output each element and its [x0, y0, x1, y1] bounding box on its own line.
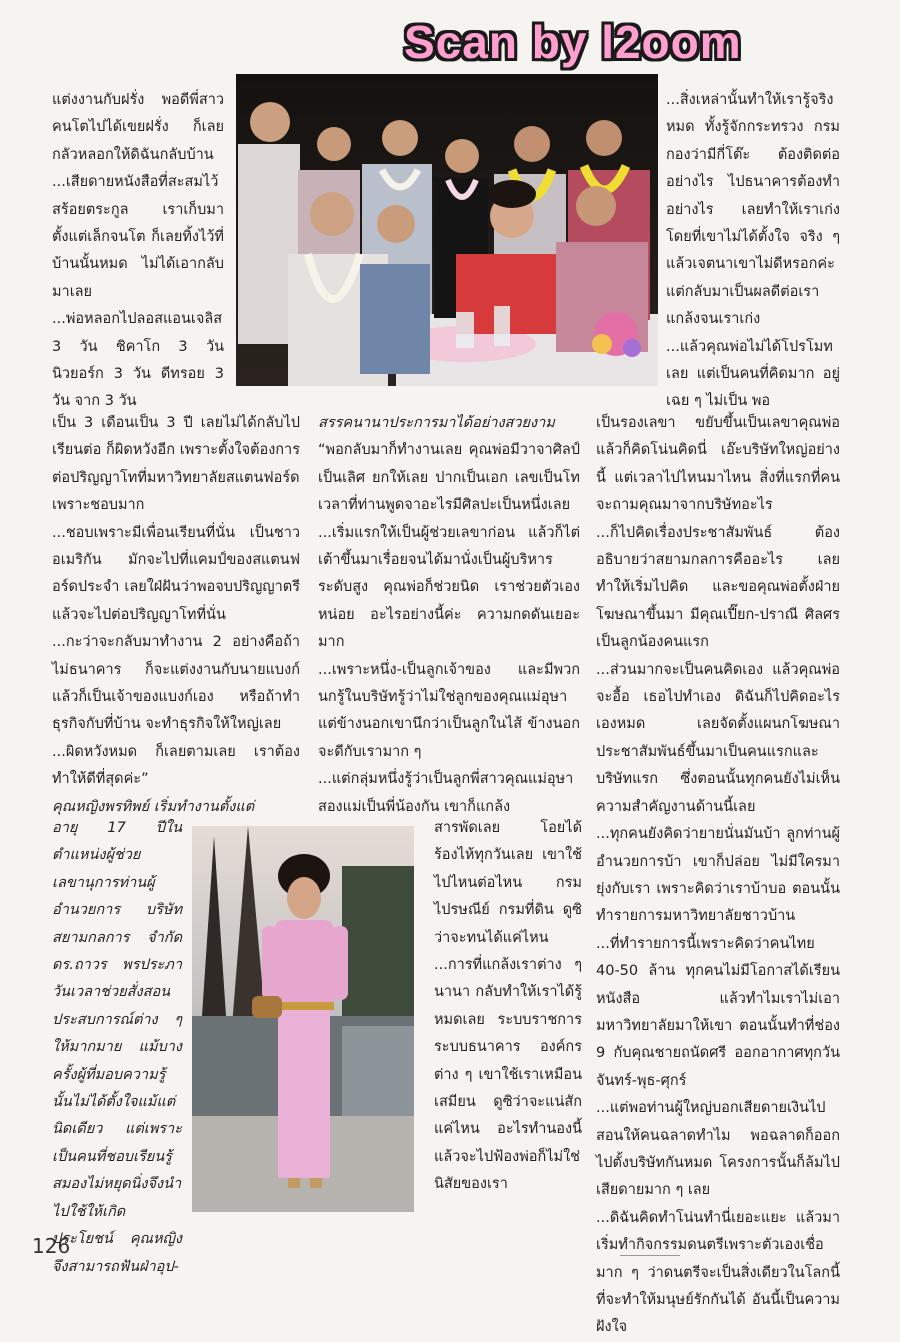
- paragraph: ...ก็ไปคิดเรื่องประชาสัมพันธ์ ต้องอธิบายว่าสยามกลการคืออะไร เลยทำให้เริ่มไปคิด และขอคุณพ่อตั้งฝ่ายโฆษณาขึ้นมา มีคุณเปี๊ยก-ปราณี ศิลศร เป็นลูกน้องคนแรก: [596, 524, 840, 651]
- scan-watermark: Scan by l2oom: [404, 16, 742, 68]
- middle-column: [318, 410, 580, 821]
- paragraph: ...แล้วคุณพ่อไม่ได้โปรโมทเลย แต่เป็นคนที่คิดมาก อยู่เฉย ๆ ไม่เป็น พอ: [666, 338, 840, 410]
- paragraph: ...ผิดหวังหมด ก็เลยตามเลย เราต้องทำให้ดีที่สุดค่ะ”: [52, 743, 300, 788]
- left-column-italic: [52, 815, 182, 1281]
- page-number: 126: [32, 1234, 71, 1258]
- footer-rule: [620, 1255, 680, 1256]
- paragraph: ...พ่อหลอกไปลอสแอนเจลิส 3 วัน ชิคาโก 3 วัน นิวยอร์ก 3 วัน ดีทรอย 3 วัน จาก 3 วัน: [52, 311, 224, 410]
- paragraph: ...เสียดายหนังสือที่สะสมไว้ สร้อยตระกูล เราเก็บมาตั้งแต่เล็กจนโต ก็เลยทิ้งไว้ที่บ้านนั้นหมด ไม่ได้เอากลับมาเลย: [52, 174, 224, 300]
- portrait-photo: [192, 826, 414, 1212]
- paragraph: ...กะว่าจะกลับมาทำงาน 2 อย่างคือถ้าไม่ธนาคาร ก็จะแต่งงานกับนายแบงก์ แล้วก็เป็นเจ้าของแบงก์เอง หรือถ้าทำธุรกิจกับที่บ้าน จะทำธุรกิจให้ใหญ่เลย: [52, 634, 300, 733]
- paragraph: แต่งงานกับฝรั่ง พอดีพี่สาวคนโตไปได้เขยฝรั่ง ก็เลยกลัวหลอกให้ดิฉันกลับบ้าน: [52, 92, 224, 163]
- paragraph: ...เพราะหนึ่ง-เป็นลูกเจ้าของ และมีพวกนกรู้ในบริษัทรู้ว่าไม่ใช่ลูกของคุณแม่อุษา แต่ข้างนอกเขานึกว่าเป็นลูกในไส้ ข้างนอกจะดีกับเรามาก ๆ: [318, 661, 580, 760]
- paragraph: ...สิ่งเหล่านั้นทำให้เรารู้จริงหมด ทั้งรู้จักกระทรวง กรม กองว่ามีกี่โต๊ะ ต้องติดต่ออย่างไร ไปธนาคารต้องทำอย่างไร เลยทำให้เราเก่งโดยที่เขาไม่ได้ตั้งใจ จริง ๆ แล้วเจตนาเขาไม่ดีหรอกค่ะ แต่กลับมาเป็นผลดีต่อเรา แกล้งจนเราเก่ง: [666, 92, 840, 328]
- group-photo: [236, 74, 658, 386]
- paragraph: เป็น 3 เดือนเป็น 3 ปี เลยไม่ได้กลับไปเรียนต่อ ก็ผิดหวังอีก เพราะตั้งใจต้องการต่อปริญญาโทที่มหาวิทยาลัยสแตนฟอร์ด เพราะชอบมาก: [52, 415, 300, 514]
- left-column-full: [52, 410, 300, 821]
- paragraph: สารพัดเลย โอยได้ร้องไห้ทุกวันเลย เขาใช้ไปไหนต่อไหน กรมไปรษณีย์ กรมที่ดิน ดูซิว่าจะทนได้แค่ไหน: [434, 820, 582, 946]
- middle-column-narrow: [434, 815, 582, 1199]
- paragraph: ...การที่แกล้งเราต่าง ๆ นานา กลับทำให้เราได้รู้หมดเลย ระบบราชการ ระบบธนาคาร องค์กรต่าง ๆ เขาใช้เราเหมือนเสมียน ดูซิว่าจะแน่สักแค่ไหน อะไรทำนองนี้ แล้วจะไปฟ้องพ่อก็ไม่ใช่นิสัยของเรา: [434, 957, 582, 1193]
- italic-intro: คุณหญิงพรทิพย์ เริ่มทำงานตั้งแต่: [52, 798, 255, 815]
- italic-paragraph: อายุ 17 ปีในตำแหน่งผู้ช่วยเลขานุการท่านผู้อำนวยการ บริษัทสยามกลการ จำกัด ดร.ถาวร พรประภา วันเวลาช่วยสั่งสอนประสบการณ์ต่าง ๆ ให้มากมาย แม้บางครั้งผู้ที่มอบความรู้นั้นไม่ได้ตั้งใจแม้แต่นิดเดียว แต่เพราะเป็นคนที่ชอบเรียนรู้ สมองไม่หยุดนิ่งจึงนำไปใช้ให้เกิดประโยชน์ คุณหญิงจึงสามารถฟันฝ่าอุป-: [52, 820, 182, 1275]
- italic-line: สรรคนานาประการมาได้อย่างสวยงาม: [318, 415, 555, 431]
- paragraph: เป็นรองเลขา ขยับขึ้นเป็นเลขาคุณพ่อ แล้วก็คิดโน่นคิดนี่ เอ๊ะบริษัทใหญ่อย่างนี้ แต่เวลาไปไหนมาไหน สิ่งที่แรกที่คนจะถามคุณมาจากบริษัทอะไร: [596, 415, 840, 514]
- right-column-full: [596, 410, 840, 1342]
- paragraph: ...ชอบเพราะมีเพื่อนเรียนที่นั่น เป็นชาวอเมริกัน มักจะไปที่แคมป์ของสแตนฟอร์ดประจำ เลยใฝ่ฝันว่าพอจบปริญญาตรีแล้วจะไปต่อปริญญาโทที่นั่น: [52, 524, 300, 623]
- left-column-top: [52, 87, 224, 416]
- paragraph: ...ส่วนมากจะเป็นคนคิดเอง แล้วคุณพ่อจะอื้อ เธอไปทำเอง ดิฉันก็ไปคิดอะไรเองหมด เลยจัดตั้งแผนกโฆษณาประชาสัมพันธ์ขึ้นมาเป็นคนแรกและบริษัทแรก ซึ่งตอนนั้นทุกคนยังไม่เห็นความสำคัญงานด้านนี้เลย: [596, 661, 840, 815]
- paragraph: ...แต่กลุ่มหนึ่งรู้ว่าเป็นลูกพี่สาวคุณแม่อุษา สองแม่เป็นพี่น้องกัน เขาก็แกล้ง: [318, 771, 574, 815]
- paragraph: ...ทุกคนยังคิดว่ายายนั่นมันบ้า ลูกท่านผู้อำนวยการบ้า เขาก็ปล่อย ไม่มีใครมายุ่งกับเรา เพราะคิดว่าเราบ้าบอ ตอนนั้นทำรายการมหาวิทยาลัยชาวบ้าน: [596, 826, 840, 925]
- right-column-top: [666, 87, 840, 416]
- paragraph: “พอกลับมาก็ทำงานเลย คุณพ่อมีวาจาศิลป์เป็นเลิศ ยกให้เลย ปากเป็นเอก เลขเป็นโท เวลาที่ท่านพูดจาอะไรมีศิลปะเป็นหนึ่งเลย: [318, 442, 580, 514]
- paragraph: ...เริ่มแรกให้เป็นผู้ช่วยเลขาก่อน แล้วก็ไต่เต้าขึ้นมาเรื่อยจนได้มานั่งเป็นผู้บริหารระดับสูง คุณพ่อก็ช่วยนิด เราช่วยตัวเองหน่อย อะไรอย่างนี้ค่ะ ความกดดันเยอะมาก: [318, 524, 580, 651]
- paragraph: ...ที่ทำรายการนี้เพราะคิดว่าคนไทย 40-50 ล้าน ทุกคนไม่มีโอกาสได้เรียนหนังสือ แล้วทำไมเราไม่เอามหาวิทยาลัยมาให้เขา ตอนนั้นทำที่ช่อง 9 กับคุณชายถนัดศรี ออกอากาศทุกวันจันทร์-พุธ-ศุกร์: [596, 935, 840, 1089]
- paragraph: ...แต่พอท่านผู้ใหญ่บอกเสียดายเงินไปสอนให้คนฉลาดทำไม พอฉลาดก็ออกไปตั้งบริษัทกันหมด โครงการนั้นก็ล้มไป เสียดายมาก ๆ เลย: [596, 1100, 840, 1199]
- paragraph: ...ดิฉันคิดทำโน่นทำนี่เยอะแยะ แล้วมาเริ่มทำกิจกรรมดนตรีเพราะตัวเองเชื่อมาก ๆ ว่าดนตรีจะเป็นสิ่งเดียวในโลกนี้ที่จะทำให้มนุษย์รักกันได้ อันนี้เป็นความฝังใจ: [596, 1209, 840, 1336]
